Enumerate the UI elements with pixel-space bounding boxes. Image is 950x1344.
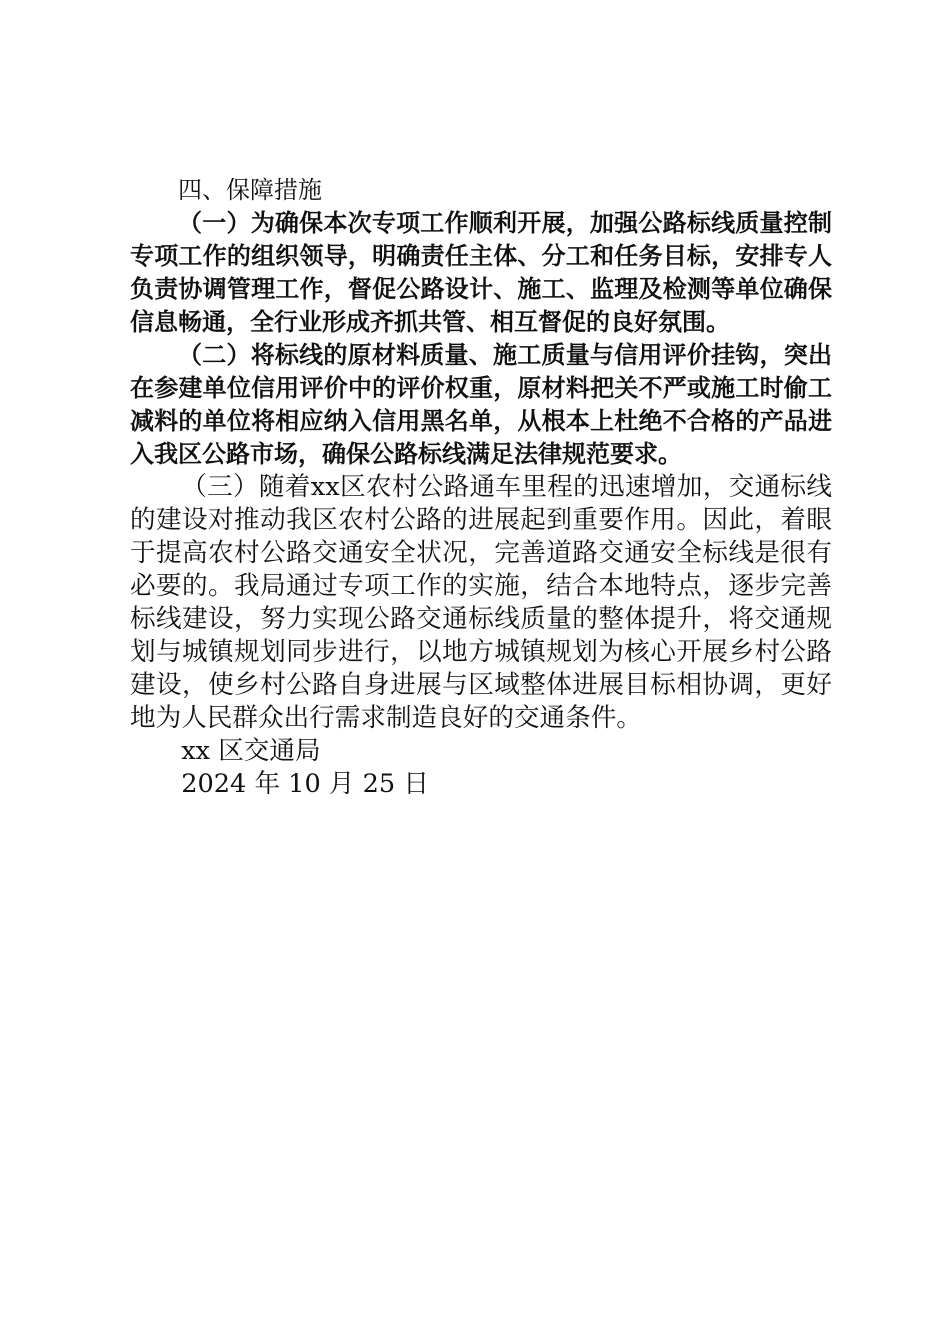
signature-organization: xx 区交通局: [181, 736, 321, 766]
signature-date: 2024 年 10 月 25 日: [181, 769, 429, 799]
paragraph-measure-1: （一）为确保本次专项工作顺利开展，加强公路标线质量控制专项工作的组织领导，明确责任主体、分工和任务目标，安排专人负责协调管理工作，督促公路设计、施工、监理及检测等单位确保信息畅通，全行业形成齐抓共管、相互督促的良好氛围。: [130, 209, 832, 336]
paragraph-measure-3: （三）随着xx区农村公路通车里程的迅速增加，交通标线的建设对推动我区农村公路的进展起到重要作用。因此，着眼于提高农村公路交通安全状况，完善道路交通安全标线是很有必要的。我局通过专项工作的实施，结合本地特点，逐步完善标线建设，努力实现公路交通标线质量的整体提升，将交通规划与城镇规划同步进行，以地方城镇规划为核心开展乡村公路建设，使乡村公路自身进展与区域整体进展目标相协调，更好地为人民群众出行需求制造良好的交通条件。: [130, 472, 832, 733]
paragraph-measure-2: （二）将标线的原材料质量、施工质量与信用评价挂钩，突出在参建单位信用评价中的评价权重，原材料把关不严或施工时偷工减料的单位将相应纳入信用黑名单，从根本上杜绝不合格的产品进入我区公路市场，确保公路标线满足法律规范要求。: [130, 341, 832, 468]
section-heading: 四、保障措施: [178, 176, 322, 204]
document-body: [130, 174, 832, 801]
